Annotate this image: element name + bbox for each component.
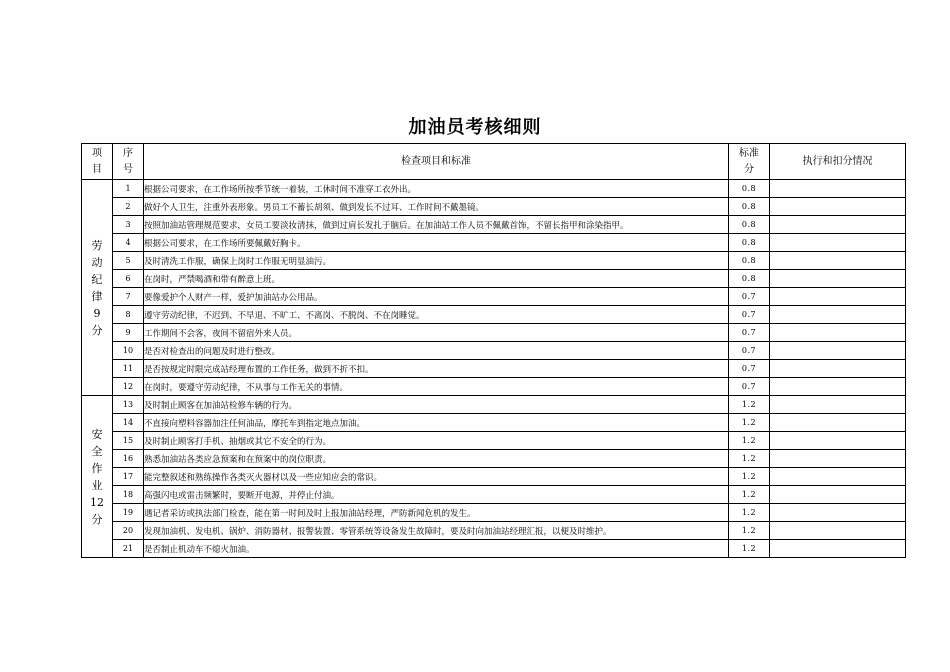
table-row (82, 180, 906, 198)
row-description: 及时清洗工作服，确保上岗时工作服无明显油污。 (144, 252, 729, 270)
assessment-table (81, 143, 906, 558)
row-description: 在岗时，严禁喝酒和带有醉意上班。 (144, 270, 729, 288)
row-execution-cell[interactable] (770, 414, 906, 432)
document-title: 加油员考核细则 (408, 117, 542, 138)
row-description: 做好个人卫生，注重外表形象。男员工不蓄长胡须、做到发长不过耳、工作时间不戴墨镜。 (144, 198, 729, 216)
row-execution-cell[interactable] (770, 504, 906, 522)
category-label-char: 分 (91, 323, 103, 337)
row-number: 5 (113, 252, 144, 270)
row-score: 0.7 (729, 378, 770, 396)
table-row (82, 468, 906, 486)
row-execution-cell[interactable] (770, 180, 906, 198)
row-number: 3 (113, 216, 144, 234)
header-category-line1: 项 (92, 147, 102, 159)
row-execution-cell[interactable] (770, 378, 906, 396)
row-number: 18 (113, 486, 144, 504)
category-label-char: 安 (91, 427, 103, 441)
row-score: 1.2 (729, 468, 770, 486)
row-execution-cell[interactable] (770, 252, 906, 270)
row-description: 工作期间不会客，夜间不留宿外来人员。 (144, 324, 729, 342)
table-row (82, 198, 906, 216)
header-category-line2: 目 (92, 163, 102, 175)
row-number: 14 (113, 414, 144, 432)
row-score: 0.7 (729, 324, 770, 342)
row-number: 6 (113, 270, 144, 288)
table-row (82, 540, 906, 558)
row-number: 16 (113, 450, 144, 468)
row-score: 0.8 (729, 198, 770, 216)
row-number: 12 (113, 378, 144, 396)
row-number: 8 (113, 306, 144, 324)
row-score: 1.2 (729, 414, 770, 432)
row-score: 1.2 (729, 432, 770, 450)
row-description: 遵守劳动纪律，不迟到、不早退、不旷工、不离岗、不脱岗、不在岗睡觉。 (144, 306, 729, 324)
row-score: 1.2 (729, 504, 770, 522)
table-row (82, 252, 906, 270)
row-execution-cell[interactable] (770, 324, 906, 342)
row-score: 1.2 (729, 396, 770, 414)
row-score: 1.2 (729, 486, 770, 504)
row-score: 0.7 (729, 288, 770, 306)
row-number: 2 (113, 198, 144, 216)
row-number: 1 (113, 180, 144, 198)
category-label-char: 12 (90, 495, 104, 509)
row-number: 10 (113, 342, 144, 360)
header-index-line1: 序 (123, 147, 133, 159)
header-execution: 执行和扣分情况 (770, 144, 906, 180)
row-number: 15 (113, 432, 144, 450)
row-execution-cell[interactable] (770, 216, 906, 234)
row-description: 按照加油站管理规范要求，女员工要淡妆清抹，做到过肩长发扎于脑后。在加油站工作人员不佩戴首饰，不留长指甲和涂染指甲。 (144, 216, 729, 234)
header-index-line2: 号 (123, 163, 133, 175)
category-cell (82, 180, 113, 396)
table-row (82, 522, 906, 540)
row-description: 在岗时，要遵守劳动纪律，不从事与工作无关的事情。 (144, 378, 729, 396)
table-row (82, 450, 906, 468)
table-row (82, 324, 906, 342)
category-label-char: 9 (93, 306, 101, 320)
row-score: 0.7 (729, 360, 770, 378)
row-description: 发现加油机、发电机、锅炉、消防器材、报警装置、零管系统等设备发生故障时，要及时向加油站经理汇报，以便及时维护。 (144, 522, 729, 540)
category-cell (82, 396, 113, 558)
row-score: 0.8 (729, 234, 770, 252)
category-label-char: 全 (91, 444, 103, 458)
table-row (82, 288, 906, 306)
category-label-char: 律 (91, 289, 103, 303)
row-execution-cell[interactable] (770, 360, 906, 378)
category-label-char: 作 (91, 461, 103, 475)
header-index (113, 144, 144, 180)
row-number: 20 (113, 522, 144, 540)
row-score: 0.8 (729, 252, 770, 270)
row-execution-cell[interactable] (770, 432, 906, 450)
category-label-char: 业 (91, 478, 103, 492)
table-row (82, 342, 906, 360)
row-description: 及时制止顾客打手机、抽烟或其它不安全的行为。 (144, 432, 729, 450)
table-row (82, 216, 906, 234)
row-number: 19 (113, 504, 144, 522)
table-row (82, 432, 906, 450)
row-description: 能完整叙述和熟练操作各类灭火器材以及一些应知应会的常识。 (144, 468, 729, 486)
row-execution-cell[interactable] (770, 342, 906, 360)
row-number: 13 (113, 396, 144, 414)
row-score: 0.7 (729, 306, 770, 324)
table-row (82, 378, 906, 396)
table-row (82, 234, 906, 252)
row-execution-cell[interactable] (770, 468, 906, 486)
row-execution-cell[interactable] (770, 522, 906, 540)
row-execution-cell[interactable] (770, 198, 906, 216)
category-label-char: 劳 (91, 238, 103, 252)
row-number: 11 (113, 360, 144, 378)
table-row (82, 306, 906, 324)
row-description: 高强闪电或雷击频繁时，要断开电源，并停止付油。 (144, 486, 729, 504)
row-execution-cell[interactable] (770, 540, 906, 558)
row-description: 遇记者采访或执法部门检查，能在第一时间及时上报加油站经理，严防新闻危机的发生。 (144, 504, 729, 522)
row-execution-cell[interactable] (770, 396, 906, 414)
table-row (82, 396, 906, 414)
header-score (729, 144, 770, 180)
row-score: 1.2 (729, 450, 770, 468)
header-item: 检查项目和标准 (144, 144, 729, 180)
row-execution-cell[interactable] (770, 306, 906, 324)
row-execution-cell[interactable] (770, 270, 906, 288)
row-description: 是否制止机动车不熄火加油。 (144, 540, 729, 558)
row-score: 0.7 (729, 342, 770, 360)
table-row (82, 486, 906, 504)
row-description: 根据公司要求，在工作场所按季节统一着装，工休时间不准穿工衣外出。 (144, 180, 729, 198)
row-description: 不直接向塑料容器加注任何油品，摩托车到指定地点加油。 (144, 414, 729, 432)
row-description: 熟悉加油站各类应急预案和在预案中的岗位职责。 (144, 450, 729, 468)
row-execution-cell[interactable] (770, 450, 906, 468)
header-score-line2: 分 (744, 163, 754, 175)
header-score-line1: 标准 (739, 147, 759, 159)
table-row (82, 360, 906, 378)
row-number: 7 (113, 288, 144, 306)
row-description: 根据公司要求，在工作场所要佩戴好胸卡。 (144, 234, 729, 252)
header-category (82, 144, 113, 180)
category-label-char: 动 (91, 255, 103, 269)
table-body (82, 180, 906, 558)
row-description: 要像爱护个人财产一样，爱护加油站办公用品。 (144, 288, 729, 306)
row-number: 21 (113, 540, 144, 558)
row-score: 0.8 (729, 180, 770, 198)
row-number: 4 (113, 234, 144, 252)
row-score: 0.8 (729, 216, 770, 234)
row-score: 1.2 (729, 522, 770, 540)
row-description: 是否对检查出的问题及时进行整改。 (144, 342, 729, 360)
row-execution-cell[interactable] (770, 486, 906, 504)
row-execution-cell[interactable] (770, 288, 906, 306)
category-label-char: 分 (91, 512, 103, 526)
table-row (82, 504, 906, 522)
table-header-row (82, 144, 906, 180)
row-score: 0.8 (729, 270, 770, 288)
row-description: 及时制止顾客在加油站检修车辆的行为。 (144, 396, 729, 414)
row-description: 是否按规定时限完成站经理布置的工作任务，做到不折不扣。 (144, 360, 729, 378)
table-row (82, 414, 906, 432)
row-number: 9 (113, 324, 144, 342)
table-row (82, 270, 906, 288)
row-score: 1.2 (729, 540, 770, 558)
row-execution-cell[interactable] (770, 234, 906, 252)
category-label-char: 纪 (91, 272, 103, 286)
row-number: 17 (113, 468, 144, 486)
